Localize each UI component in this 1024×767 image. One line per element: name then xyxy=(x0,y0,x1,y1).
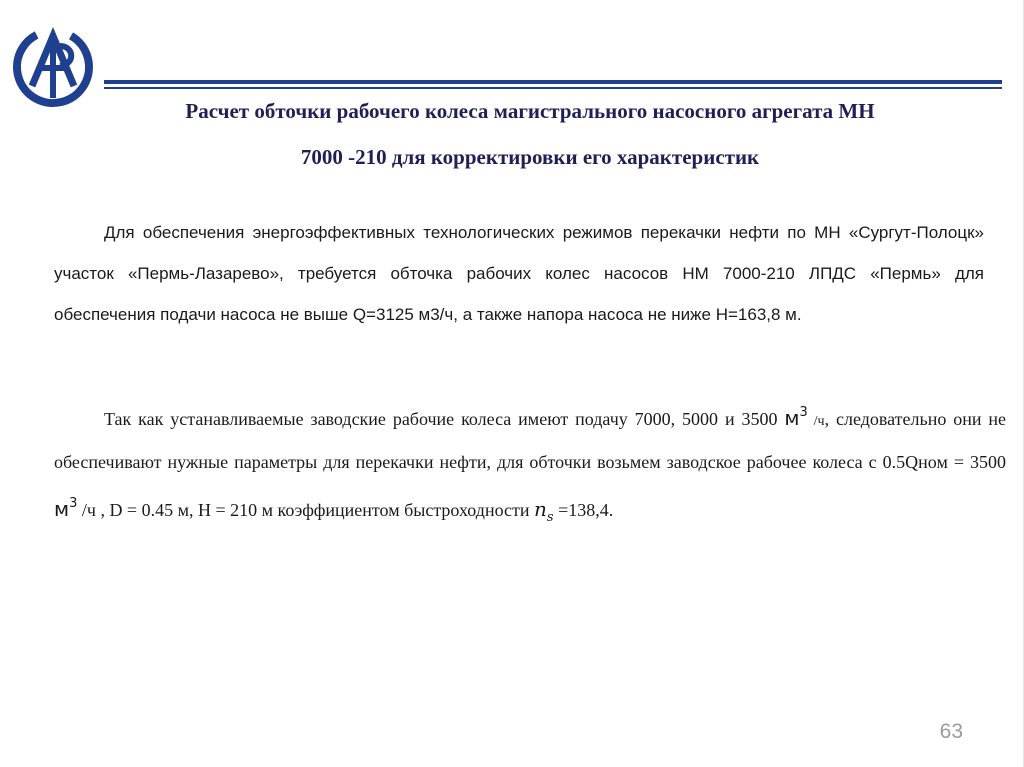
paragraph-requirements-text: Для обеспечения энергоэффективных технологических режимов перекачки нефти по МН «Сургут-Полоцк» участок «Пермь-Лазарево», требуется обточка рабочих колес насосов НМ 7000-210 ЛПДС «Пермь» для обеспечения подачи насоса не выше Q=3125 м3/ч, а также напора насоса не ниже Н=163,8 м. xyxy=(54,223,984,324)
p2-text-2: , следовательно они не обеспечивают нужные параметры для перекачки нефти, для обточки возьмем заводское рабочее колеса с 0.5Qном = 3500 xyxy=(54,409,1006,472)
ns-letter: n xyxy=(534,497,547,521)
unit-cubic-meter xyxy=(784,406,807,430)
p2-text-4: =138,4. xyxy=(553,500,614,520)
page-number: 63 xyxy=(939,720,963,743)
p2-text-1: Так как устанавливаемые заводские рабочие колеса имеют подачу 7000, 5000 и 3500 xyxy=(104,409,785,429)
unit-cubic-meter-2 xyxy=(54,497,77,521)
slide-title xyxy=(70,88,990,180)
ns-subscript: s xyxy=(546,510,554,525)
slide-title-line-2: 7000 -210 для корректировки его характеристик xyxy=(300,145,760,169)
p2-text-3: , D = 0.45 м, H = 210 м коэффициентом быстроходности xyxy=(95,500,535,520)
slide-title-line-1: Расчет обточки рабочего колеса магистрального насосного агрегата МН xyxy=(185,99,875,123)
unit-exponent: 3 xyxy=(799,405,808,420)
specific-speed-symbol xyxy=(534,497,554,525)
paragraph-impeller-selection xyxy=(54,392,1006,538)
unit-m: м xyxy=(784,406,800,430)
unit-per-hour-small: /ч xyxy=(807,414,825,429)
paragraph-requirements xyxy=(54,212,984,335)
unit-per-hour: /ч xyxy=(77,500,96,520)
header-rule-thick xyxy=(104,80,1002,84)
unit-exponent: 3 xyxy=(69,496,78,511)
unit-m: м xyxy=(54,497,70,521)
